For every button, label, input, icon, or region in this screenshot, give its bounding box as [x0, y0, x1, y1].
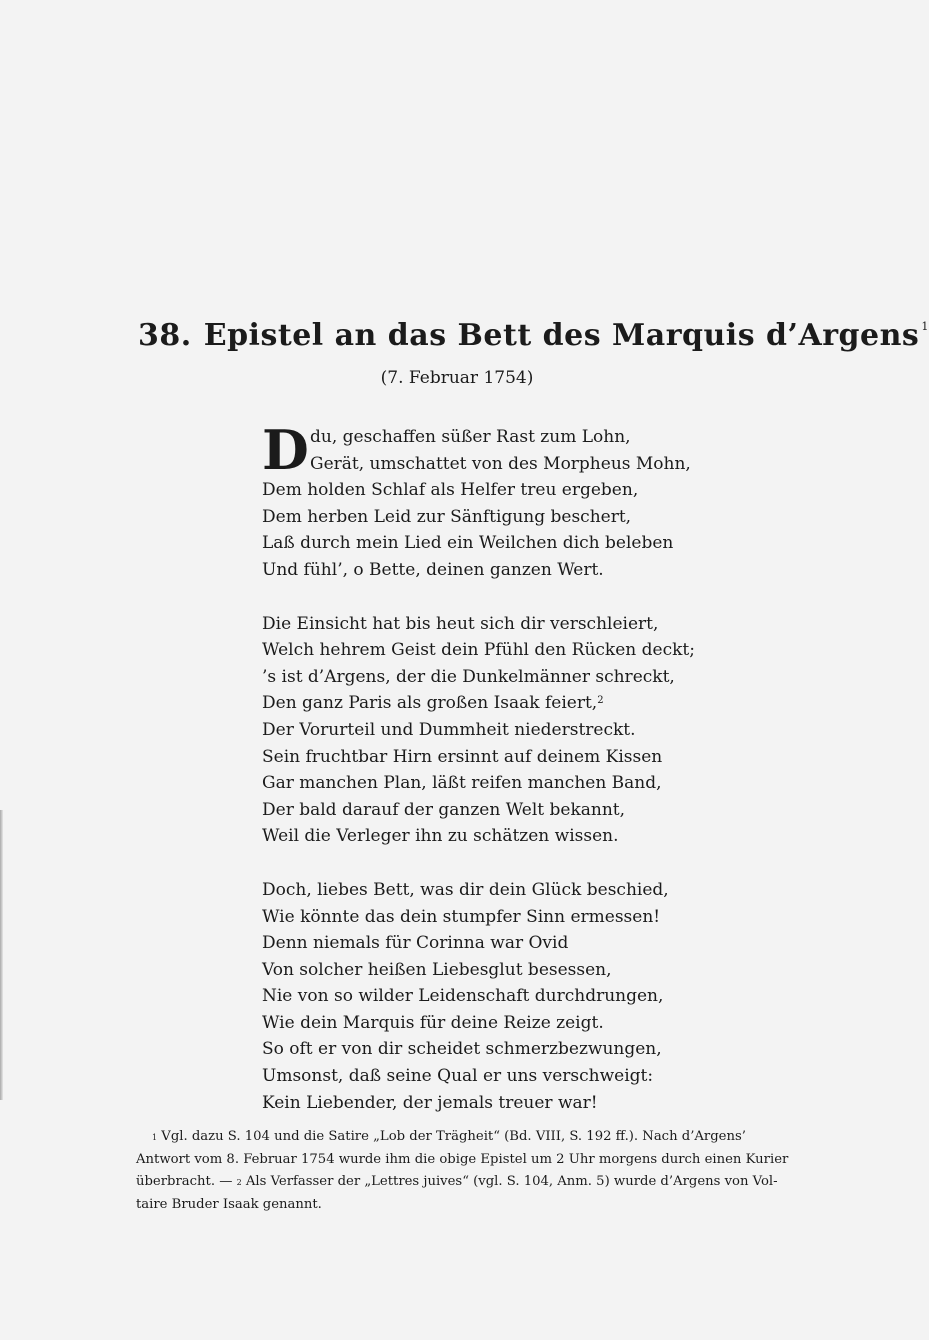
- poem-number: 38.: [138, 318, 192, 353]
- verse-line: Gerät, umschattet von des Morpheus Mohn,: [310, 453, 691, 474]
- verse-line: Doch, liebes Bett, was dir dein Glück beschied,: [262, 879, 669, 900]
- verse-line: Der Vorurteil und Dummheit niederstreckt.: [262, 719, 636, 740]
- verse-line: Umsonst, daß seine Qual er uns verschweigt:: [262, 1066, 654, 1087]
- footnote-text: taire Bruder Isaak genannt.: [136, 1196, 322, 1212]
- poem-date: (7. Februar 1754): [380, 368, 534, 388]
- footnotes: [136, 1126, 801, 1216]
- verse-line: Sein fruchtbar Hirn ersinnt auf deinem Kissen: [262, 746, 663, 767]
- verse-line-text: Den ganz Paris als großen Isaak feiert,: [262, 693, 598, 714]
- verse-line: Denn niemals für Corinna war Ovid: [262, 933, 569, 954]
- verse-line: Laß durch mein Lied ein Weilchen dich beleben: [262, 533, 674, 554]
- footnote-text: Vgl. dazu S. 104 und die Satire „Lob der Trägheit“ (Bd. VIII, S. 192 ff.). Nach d’Argens’: [161, 1129, 746, 1144]
- verse-line-with-footnote: [262, 690, 722, 717]
- verse-line: Von solcher heißen Liebesglut besessen,: [262, 959, 612, 980]
- stanza-1: [262, 418, 722, 584]
- verse-line: Kein Liebender, der jemals treuer war!: [262, 1092, 598, 1113]
- stanza-2: [262, 611, 722, 850]
- footnote-1-marker: 1: [152, 1133, 158, 1142]
- poem-body: [262, 418, 722, 1143]
- poem-title: [138, 318, 929, 353]
- drop-cap-initial: D: [262, 418, 309, 482]
- footnote-2-marker: 2: [236, 1178, 242, 1187]
- verse-line: Dem herben Leid zur Sänftigung beschert,: [262, 506, 632, 527]
- verse-footnote-ref: 2: [597, 695, 604, 707]
- footnote-text: Als Verfasser der „Lettres juives“ (vgl. S. 104, Anm. 5) wurde d’Argens von Vol-: [241, 1174, 778, 1189]
- verse-line: Und fühl’, o Bette, deinen ganzen Wert.: [262, 559, 604, 580]
- verse-line: Wie könnte das dein stumpfer Sinn ermessen!: [262, 906, 661, 927]
- verse-line: du, geschaffen süßer Rast zum Lohn,: [310, 427, 631, 447]
- footnote-1-line: [136, 1126, 801, 1149]
- verse-line: So oft er von dir scheidet schmerzbezwungen,: [262, 1039, 662, 1060]
- verse-line: ’s ist d’Argens, der die Dunkelmänner schreckt,: [262, 666, 675, 687]
- footnote-text: überbracht. —: [136, 1174, 237, 1189]
- verse-line: Weil die Verleger ihn zu schätzen wissen.: [262, 826, 619, 847]
- verse-line: Gar manchen Plan, läßt reifen manchen Band,: [262, 773, 662, 794]
- verse-line: Die Einsicht hat bis heut sich dir verschleiert,: [262, 613, 659, 634]
- title-footnote-ref: 1: [921, 320, 929, 333]
- page-edge-shadow: [0, 810, 3, 1100]
- verse-line: Dem holden Schlaf als Helfer treu ergeben,: [262, 480, 639, 501]
- verse-line: Wie dein Marquis für deine Reize zeigt.: [262, 1012, 604, 1033]
- verse-line: Nie von so wilder Leidenschaft durchdrungen,: [262, 986, 664, 1007]
- poem-title-text: Epistel an das Bett des Marquis d’Argens: [203, 318, 920, 353]
- verse-line: Der bald darauf der ganzen Welt bekannt,: [262, 799, 626, 820]
- footnote-text: Antwort vom 8. Februar 1754 wurde ihm die obige Epistel um 2 Uhr morgens durch einen Kurier: [136, 1151, 789, 1167]
- footnote-2-line: [136, 1171, 801, 1194]
- stanza-3: [262, 877, 722, 1116]
- verse-line: Welch hehrem Geist dein Pfühl den Rücken deckt;: [262, 640, 695, 661]
